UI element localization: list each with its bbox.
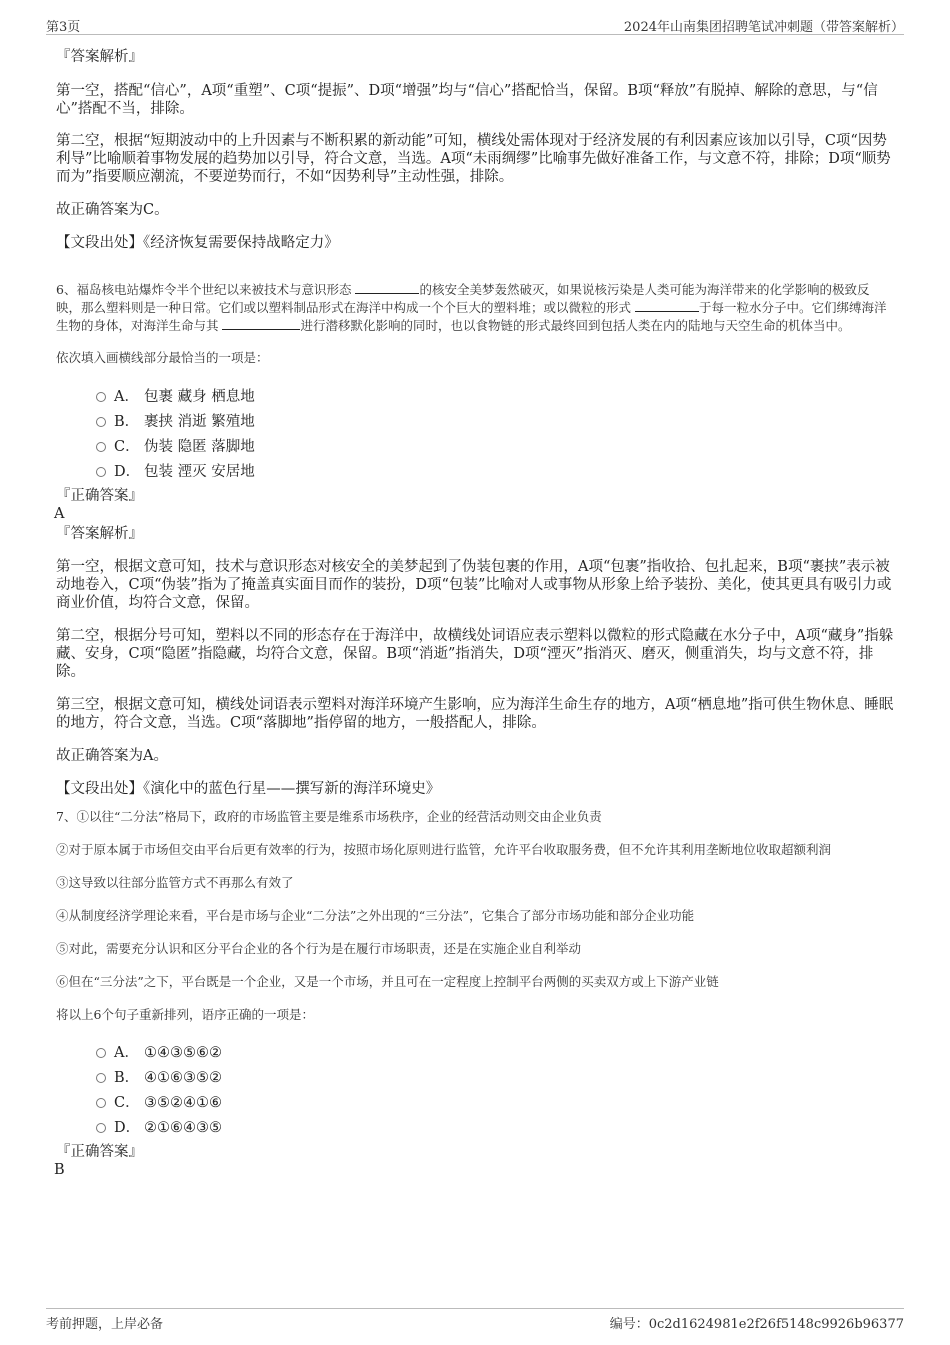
q7-sentence-2: ②对于原本属于市场但交由平台后更有效率的行为，按照市场化原则进行监管，允许平台收取服务费，但不允许其利用垄断地位收取超额利润 — [56, 842, 832, 857]
footer-slogan: 考前押题，上岸必备 — [46, 1317, 164, 1332]
q7-option-b[interactable] — [56, 1066, 894, 1091]
option-text: 裹挟 消逝 繁殖地 — [144, 414, 255, 430]
option-text: ④①⑥③⑤② — [144, 1070, 222, 1086]
q7-options — [56, 1041, 894, 1141]
q6-answer: A — [54, 506, 65, 522]
option-text: ③⑤②④①⑥ — [144, 1095, 222, 1111]
option-text: 包裹 藏身 栖息地 — [144, 389, 255, 405]
q7-answer: B — [54, 1162, 65, 1178]
q7-answer-label: 『正确答案』 — [56, 1144, 143, 1160]
q7-sentence-4: ④从制度经济学理论来看，平台是市场与企业“二分法”之外出现的“三分法”，它集合了部分市场功能和部分企业功能 — [56, 908, 695, 923]
option-text: ①④③⑤⑥② — [144, 1045, 222, 1061]
q6-stem-part1: 6、福岛核电站爆炸令半个世纪以来被技术与意识形态 — [56, 282, 356, 297]
q6-blank-3 — [222, 317, 300, 330]
option-letter: A． — [114, 1045, 139, 1061]
option-text: 伪装 隐匿 落脚地 — [144, 439, 255, 455]
option-letter: D． — [114, 464, 141, 480]
q7-sentence-1: 7、①以往“二分法”格局下，政府的市场监管主要是维系市场秩序，企业的经营活动则交由企业负责 — [56, 809, 602, 824]
q6-option-b[interactable] — [56, 410, 894, 435]
q5-explanation-2: 第二空，根据“短期波动中的上升因素与不断积累的新动能”可知，横线处需体现对于经济发展的有利因素应该加以引导，C项“因势利导”比喻顺着事物发展的趋势加以引导，符合文意，当选。A项“未雨绸缪”比喻事先做好准备工作，与文意不符，排除；D项“顺势而为”指要顺应潮流，不要逆势而行，不如“因势利导”主动性强，排除。 — [56, 133, 891, 185]
option-letter: B． — [114, 1070, 140, 1086]
radio-icon[interactable] — [96, 467, 106, 477]
radio-icon[interactable] — [96, 1048, 106, 1058]
page-header — [46, 14, 904, 35]
q6-source: 【文段出处】《演化中的蓝色行星——撰写新的海洋环境史》 — [56, 781, 441, 797]
radio-icon[interactable] — [96, 1123, 106, 1133]
q6-stem-part4: 进行潜移默化影响的同时，也以食物链的形式最终回到包括人类在内的陆地与天空生命的机体当中。 — [300, 318, 851, 333]
q7-sentence-6: ⑥但在“三分法”之下，平台既是一个企业，又是一个市场，并且可在一定程度上控制平台两侧的买卖双方或上下游产业链 — [56, 974, 719, 989]
page-content — [56, 44, 894, 1179]
q7-option-a[interactable] — [56, 1041, 894, 1066]
q6-explanation-label: 『答案解析』 — [56, 526, 143, 542]
page-number: 第3页 — [46, 20, 81, 35]
q6-blank-1 — [355, 281, 419, 294]
q7-option-d[interactable] — [56, 1116, 894, 1141]
q6-conclusion: 故正确答案为A。 — [56, 748, 168, 764]
option-letter: B． — [114, 414, 140, 430]
option-text: 包装 湮灭 安居地 — [144, 464, 255, 480]
radio-icon[interactable] — [96, 1098, 106, 1108]
radio-icon[interactable] — [96, 392, 106, 402]
q6-stem — [56, 281, 894, 335]
q6-prompt: 依次填入画横线部分最恰当的一项是： — [56, 350, 269, 365]
q5-conclusion: 故正确答案为C。 — [56, 202, 169, 218]
document-title: 2024年山南集团招聘笔试冲刺题（带答案解析） — [623, 20, 904, 35]
q6-explanation-2: 第二空，根据分号可知，塑料以不同的形态存在于海洋中，故横线处词语应表示塑料以微粒的形式隐藏在水分子中，A项“藏身”指躲藏、安身，C项“隐匿”指隐藏，均符合文意，保留。B项“消逝”指消失，D项“湮灭”指消灭、磨灭，侧重消失，均与文意不符，排除。 — [56, 628, 894, 680]
q6-explanation-1: 第一空，根据文意可知，技术与意识形态对核安全的美梦起到了伪装包裹的作用，A项“包裹”指收拾、包扎起来，B项“裹挟”表示被动地卷入，C项“伪装”指为了掩盖真实面目而作的装扮，D项“包装”比喻对人或事物从形象上给予装扮、美化，使其更具有吸引力或商业价值，均符合文意，保留。 — [56, 559, 892, 611]
q5-source: 【文段出处】《经济恢复需要保持战略定力》 — [56, 235, 339, 251]
q6-stem-part3: 于每一粒水分子中。它们绑缚海洋生物的身体，对海洋生命与其 — [56, 300, 887, 333]
radio-icon[interactable] — [96, 1073, 106, 1083]
q5-explanation-label: 『答案解析』 — [56, 49, 143, 65]
q6-options — [56, 385, 894, 485]
option-letter: A． — [114, 389, 139, 405]
q7-sentence-5: ⑤对此，需要充分认识和区分平台企业的各个行为是在履行市场职责，还是在实施企业自利举动 — [56, 941, 582, 956]
q7-prompt: 将以上6个句子重新排列，语序正确的一项是： — [56, 1007, 314, 1022]
q7-sentence-3: ③这导致以往部分监管方式不再那么有效了 — [56, 875, 294, 890]
q7-option-c[interactable] — [56, 1091, 894, 1116]
page-footer — [46, 1308, 904, 1331]
option-text: ②①⑥④③⑤ — [144, 1120, 222, 1136]
document-id: 编号：0c2d1624981e2f26f5148c9926b96377 — [609, 1317, 904, 1332]
q6-explanation-3: 第三空，根据文意可知，横线处词语表示塑料对海洋环境产生影响，应为海洋生命生存的地方，A项“栖息地”指可供生物休息、睡眠的地方，符合文意，当选。C项“落脚地”指停留的地方，一般搭配人，排除。 — [56, 697, 894, 731]
q5-explanation-1: 第一空，搭配“信心”，A项“重塑”、C项“提振”、D项“增强”均与“信心”搭配恰当，保留。B项“释放”有脱掉、解除的意思，与“信心”搭配不当，排除。 — [56, 83, 878, 117]
q6-option-c[interactable] — [56, 435, 894, 460]
radio-icon[interactable] — [96, 417, 106, 427]
radio-icon[interactable] — [96, 442, 106, 452]
option-letter: D． — [114, 1120, 141, 1136]
q6-blank-2 — [635, 299, 699, 312]
option-letter: C． — [114, 1095, 140, 1111]
q6-option-d[interactable] — [56, 460, 894, 485]
q6-answer-label: 『正确答案』 — [56, 488, 143, 504]
q6-stem-part2: 的核安全美梦轰然破灭，如果说核污染是人类可能为海洋带来的化学影响的极致反映，那么塑料则是一种日常。它们或以塑料制品形式在海洋中构成一个个巨大的塑料堆；或以微粒的形式 — [56, 282, 870, 315]
option-letter: C． — [114, 439, 140, 455]
q6-option-a[interactable] — [56, 385, 894, 410]
